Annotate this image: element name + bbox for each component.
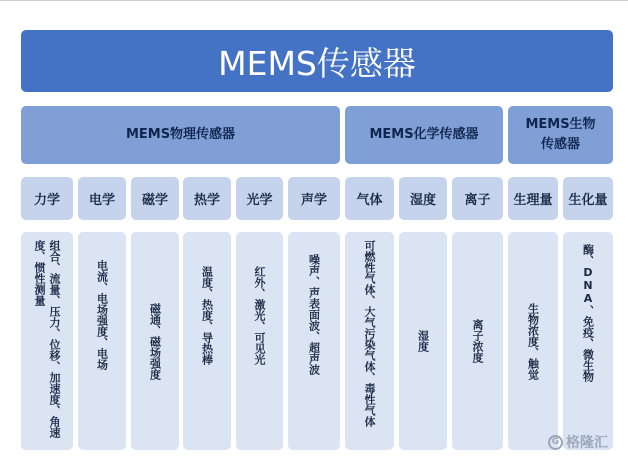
desc-acoustic-text: 噪声、声表面波、超声波 — [307, 254, 321, 375]
desc-humidity-text: 湿度 — [416, 330, 430, 352]
desc-biochemical-text: 酶、DNA、免疫、微生物 — [581, 244, 595, 382]
logo-g-icon: G — [548, 435, 563, 450]
desc-electrical-text: 电流、电场强度、电场 — [95, 260, 109, 370]
category-biological: MEMS生物传感器 — [508, 106, 613, 164]
sub-biochemical: 生化量 — [563, 177, 613, 220]
desc-humidity — [399, 232, 447, 450]
watermark — [548, 432, 608, 452]
sub-optical: 光学 — [236, 177, 283, 220]
sub-gas: 气体 — [345, 177, 394, 220]
desc-mechanics — [21, 232, 73, 450]
desc-acoustic — [288, 232, 340, 450]
sub-mechanics: 力学 — [21, 177, 73, 220]
sub-humidity: 湿度 — [399, 177, 447, 220]
desc-magnetic — [131, 232, 179, 450]
sub-physiological: 生理量 — [508, 177, 558, 220]
sub-acoustic: 声学 — [288, 177, 340, 220]
category-physical: MEMS物理传感器 — [21, 106, 340, 164]
top-divider — [0, 0, 628, 1]
desc-thermal — [183, 232, 231, 450]
desc-physiological-text: 生物浓度、触觉 — [526, 302, 540, 380]
sub-magnetic: 磁学 — [131, 177, 179, 220]
desc-optical-text: 红外、激光、可见光 — [253, 266, 266, 365]
category-chemical: MEMS化学传感器 — [345, 106, 503, 164]
desc-thermal-text: 温度、热度、导热棒 — [200, 266, 214, 365]
desc-optical — [236, 232, 283, 450]
desc-ion — [452, 232, 503, 450]
desc-electrical — [78, 232, 126, 450]
desc-ion-text: 离子浓度 — [471, 319, 484, 363]
desc-physiological — [508, 232, 558, 450]
watermark-text: 格隆汇 — [566, 435, 608, 451]
desc-mechanics-text: 组合、流量、压力、位移、加速度、角速度、惯性测量 — [33, 240, 61, 438]
desc-gas-text: 可燃性气体、大气污染气体、毒性气体 — [363, 240, 376, 427]
sub-electrical: 电学 — [78, 177, 126, 220]
desc-gas — [345, 232, 394, 450]
sub-thermal: 热学 — [183, 177, 231, 220]
sub-ion: 离子 — [452, 177, 503, 220]
desc-biochemical — [563, 232, 613, 450]
desc-magnetic-text: 磁通、磁场强度 — [148, 302, 162, 380]
diagram-title: MEMS传感器 — [21, 30, 613, 92]
